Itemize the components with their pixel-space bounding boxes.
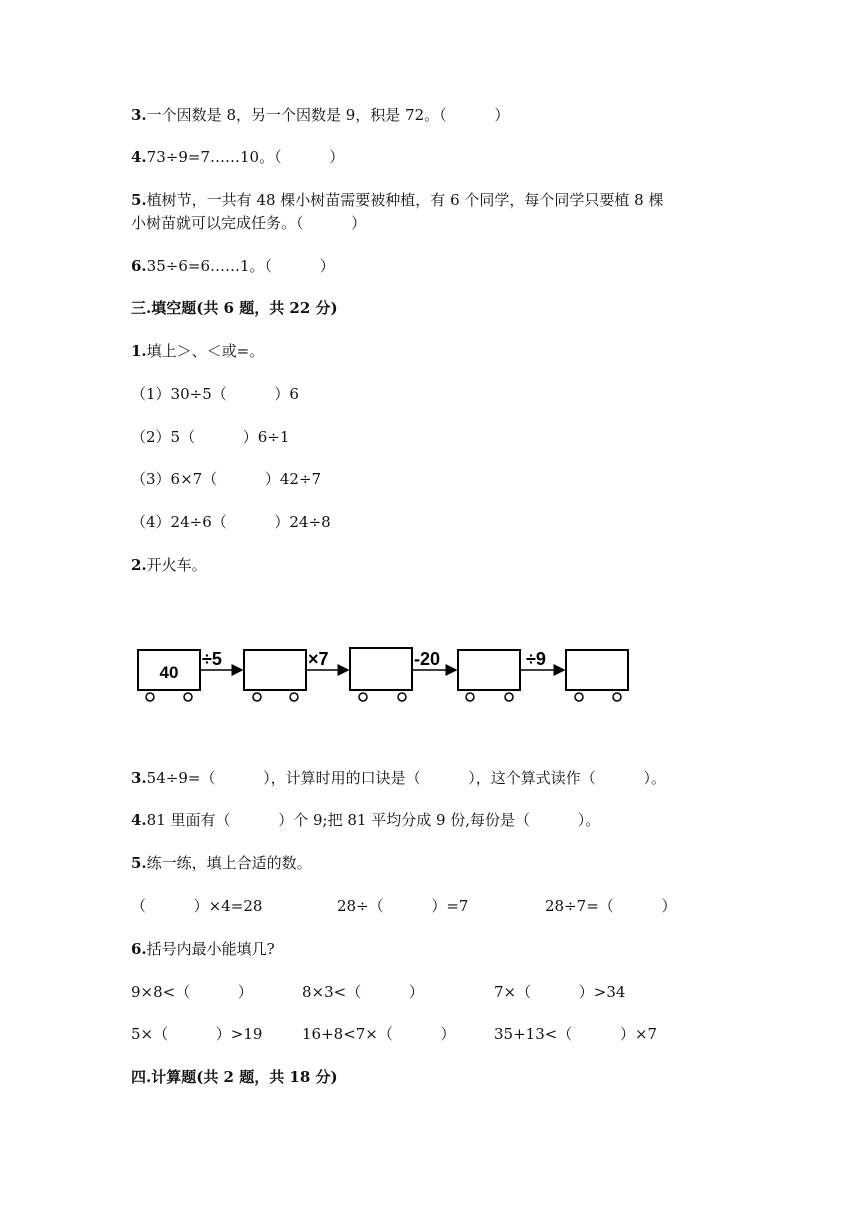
question-text: 54÷9=（ ），计算时用的口诀是（ ），这个算式读作（ ）。 bbox=[146, 769, 666, 787]
compare-item: （2）5（ ）6÷1 bbox=[131, 428, 290, 446]
wheel bbox=[253, 693, 261, 701]
question-number: 4. bbox=[131, 148, 147, 166]
inequality-item: 8×3<（ ） bbox=[302, 983, 424, 1001]
question-text-line2: 小树苗就可以完成任务。（ ） bbox=[131, 214, 367, 232]
question-text: 开火车。 bbox=[146, 556, 207, 574]
section-title: 三.填空题(共 6 题，共 22 分) bbox=[131, 299, 338, 317]
compare-item: （1）30÷5（ ）6 bbox=[131, 385, 299, 403]
inequality-item: 7×（ ）>34 bbox=[494, 983, 626, 1001]
wheel bbox=[575, 693, 583, 701]
fill-question-2 bbox=[131, 555, 207, 575]
judge-question-4 bbox=[131, 147, 344, 167]
operation-label: ÷5 bbox=[202, 649, 222, 669]
practice-item: 28÷7=（ ） bbox=[545, 897, 677, 915]
fill-question-3 bbox=[131, 768, 666, 788]
question-number: 5. bbox=[131, 854, 147, 872]
question-text: 35÷6=6……1。（ ） bbox=[146, 257, 335, 275]
train-car-5 bbox=[566, 650, 628, 690]
train-diagram bbox=[130, 640, 640, 708]
question-text: 73÷9=7……10。（ ） bbox=[146, 148, 345, 166]
judge-question-3 bbox=[131, 105, 509, 125]
wheel bbox=[184, 693, 192, 701]
question-text: 练一练，填上合适的数。 bbox=[146, 854, 312, 872]
inequality-item: 9×8<（ ） bbox=[131, 983, 253, 1001]
wheel bbox=[398, 693, 406, 701]
question-text: 81 里面有（ ）个 9;把 81 平均分成 9 份,每份是（ ）。 bbox=[146, 811, 601, 829]
train-car-4 bbox=[458, 650, 520, 690]
question-number: 6. bbox=[131, 257, 147, 275]
judge-question-5 bbox=[131, 190, 663, 210]
train-car-3 bbox=[350, 648, 412, 690]
question-number: 3. bbox=[131, 106, 147, 124]
inequality-item: 5×（ ）>19 bbox=[131, 1025, 263, 1043]
question-number: 2. bbox=[131, 556, 147, 574]
wheel bbox=[146, 693, 154, 701]
judge-question-6 bbox=[131, 256, 335, 276]
compare-item: （3）6×7（ ）42÷7 bbox=[131, 470, 322, 488]
question-text: 一个因数是 8，另一个因数是 9，积是 72。（ ） bbox=[146, 106, 510, 124]
question-number: 5. bbox=[131, 191, 147, 209]
wheel bbox=[505, 693, 513, 701]
wheel bbox=[359, 693, 367, 701]
practice-item: 28÷（ ）=7 bbox=[337, 897, 469, 915]
question-text: 填上＞、＜或=。 bbox=[146, 342, 265, 360]
judge-question-5-cont bbox=[131, 213, 366, 233]
question-number: 4. bbox=[131, 811, 147, 829]
wheel bbox=[613, 693, 621, 701]
operation-label: ÷9 bbox=[526, 649, 546, 669]
fill-question-5 bbox=[131, 853, 312, 873]
question-text-line1: 植树节，一共有 48 棵小树苗需要被种植，有 6 个同学，每个同学只要植 8 棵 bbox=[146, 191, 664, 209]
fill-question-4 bbox=[131, 810, 600, 830]
question-number: 1. bbox=[131, 342, 147, 360]
practice-item: （ ）×4=28 bbox=[131, 897, 263, 915]
wheel bbox=[290, 693, 298, 701]
question-number: 3. bbox=[131, 769, 147, 787]
operation-label: ×7 bbox=[308, 649, 329, 669]
question-number: 6. bbox=[131, 940, 147, 958]
start-number: 40 bbox=[159, 663, 179, 682]
question-text: 括号内最小能填几? bbox=[146, 940, 275, 958]
inequality-item: 16+8<7×（ ） bbox=[302, 1025, 456, 1043]
compare-item: （4）24÷6（ ）24÷8 bbox=[131, 513, 331, 531]
train-car-2 bbox=[244, 650, 306, 690]
inequality-item: 35+13<（ ）×7 bbox=[494, 1025, 658, 1043]
section-title: 四.计算题(共 2 题，共 18 分) bbox=[131, 1068, 338, 1086]
fill-question-6 bbox=[131, 939, 275, 959]
wheel bbox=[466, 693, 474, 701]
fill-question-1 bbox=[131, 341, 264, 361]
operation-label: -20 bbox=[414, 649, 441, 669]
